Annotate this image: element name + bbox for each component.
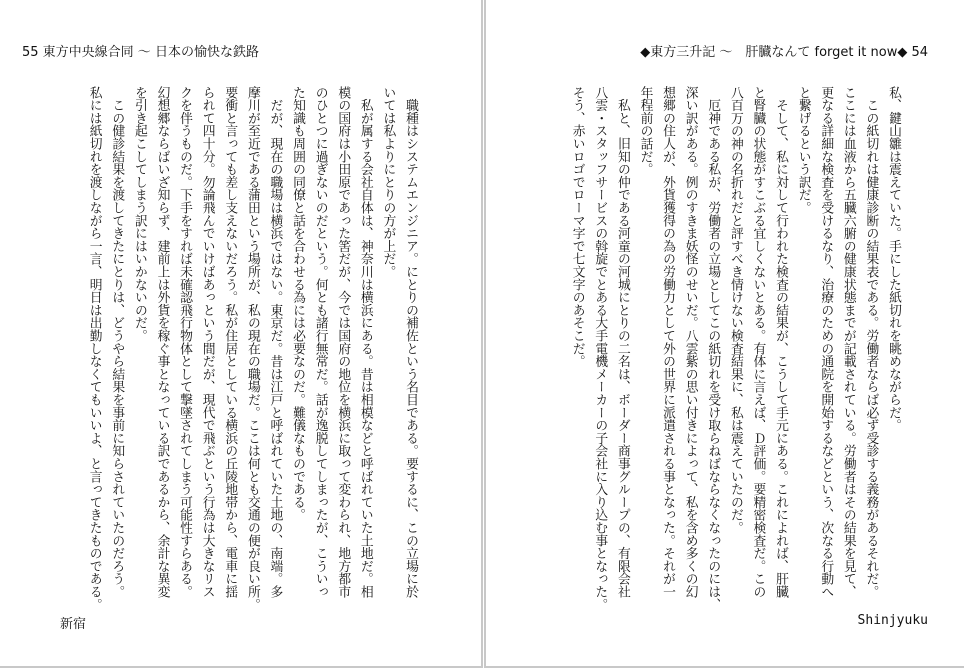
text-column: ここには血液から五臓六腑の健康状態までが記載されている。労働者はその結果を見て、: [840, 86, 856, 598]
body-text: [82, 86, 421, 611]
text-column: この紙切れは健康診断の結果表である。労働者ならば必ず受診する義務があるそれだ。: [863, 86, 879, 598]
text-column: 更なる詳細な検査を受けるなり、治療のための通院を開始するなどという、次なる行動へ: [818, 86, 834, 598]
text-column: 深い訳がある。例のすきま妖怪のせいだ。八雲紫の思い付きによって、私を含め多くの幻: [682, 86, 698, 598]
right-page: [484, 0, 964, 668]
text-column: と繋げるという訳だ。: [795, 86, 811, 214]
text-column: 厄神である私が、労働者の立場としてこの紙切れを受け取らねばならなくなったのには、: [705, 86, 721, 611]
running-header: ◆東方三升記 ～ 肝臓なんて forget it now◆ 54: [640, 45, 928, 60]
text-column: 想郷の住人が、外貨獲得の為の労働力として外の世界に派遣される事となった。それが一: [660, 86, 676, 598]
text-column: のひとつに過ぎないのだという。何とも諸行無常だ。話が逸脱してしまったが、こういっ: [312, 86, 328, 598]
text-column: と腎臓の状態がすこぶる宜しくないとある。有体に言えば、Ｄ評価。要精密検査だ。この: [750, 86, 766, 598]
running-header: 55 東方中央線合同 ～ 日本の愉快な鉄路: [22, 45, 259, 60]
text-column: そして、私に対して行われた検査の結果が、こうして手元にある。これによれば、肝臓: [773, 86, 789, 598]
text-column: 要衝と言っても差し支えないだろう。私が住居としている横浜の丘陵地帯から、電車に揺: [222, 86, 238, 598]
text-column: た知識も周囲の同僚と話を合わせる為には必要なのだ。難儀なものである。: [290, 86, 306, 522]
text-column: を引き起こしてしまう訳にはいかないのだ。: [131, 86, 147, 342]
text-column: 幻想郷ならばいざ知らず、建前上は外貨を稼ぐ事となっている訳であるから、余計な異変: [154, 86, 170, 598]
text-column: 八雲・スタッフサービスの斡旋でとある大手電機メーカーの子会社に入り込む事となった。: [592, 86, 608, 611]
text-column: られて四十分。勿論飛んでいけばあっという間だが、現代で飛ぶという行為は大きなリス: [199, 86, 215, 598]
running-footer: 新宿: [60, 617, 87, 632]
text-column: この健診結果を渡してきたにとりは、どうやら結果を事前に知らされていたのだろう。: [109, 86, 125, 598]
text-column: そう、赤いロゴでローマ字で七文字のあそこだ。: [569, 86, 585, 368]
text-column: 模の国府は小田原であった筈だが、今では国府の地位を横浜に取って変わられ、地方都市: [335, 86, 351, 598]
text-column: だが、現在の職場は横浜ではない。東京だ。昔は江戸と呼ばれていた土地の、南端。多: [267, 86, 283, 598]
text-column: 私と、旧知の仲である河童の河城にとりの二名は、ボーダー商事グループの、有限会社: [614, 86, 630, 598]
running-footer: Shinjyuku: [857, 613, 928, 628]
text-column: 職種はシステムエンジニア。にとりの補佐という名目である。要するに、この立場に於: [403, 86, 418, 598]
body-text: [565, 86, 904, 611]
text-column: 私には紙切れを渡しながら一言、明日は出勤しなくてもいいよ、と言ってきたものである。: [86, 86, 102, 611]
text-column: 私が属する会社自体は、神奈川は横浜にある。昔は相模などと呼ばれていた土地だ。相: [357, 86, 373, 598]
text-column: 摩川が至近である蒲田という場所が、私の現在の職場だ。ここは何とも交通の便が良い所。: [244, 86, 260, 611]
text-column: クを伴うものだ。下手をすれば未確認飛行物体として撃墜されてしまう可能性すらある。: [177, 86, 193, 598]
text-column: 八百万の神の名折れだと評すべき情けない検査結果に、私は震えていたのだ。: [727, 86, 743, 534]
text-column: 年程前の話だ。: [637, 86, 653, 176]
text-column: 私、鍵山雛は震えていた。手にした紙切れを眺めながらだ。: [886, 86, 901, 432]
text-column: いては私よりにとりの方が上だ。: [380, 86, 396, 278]
